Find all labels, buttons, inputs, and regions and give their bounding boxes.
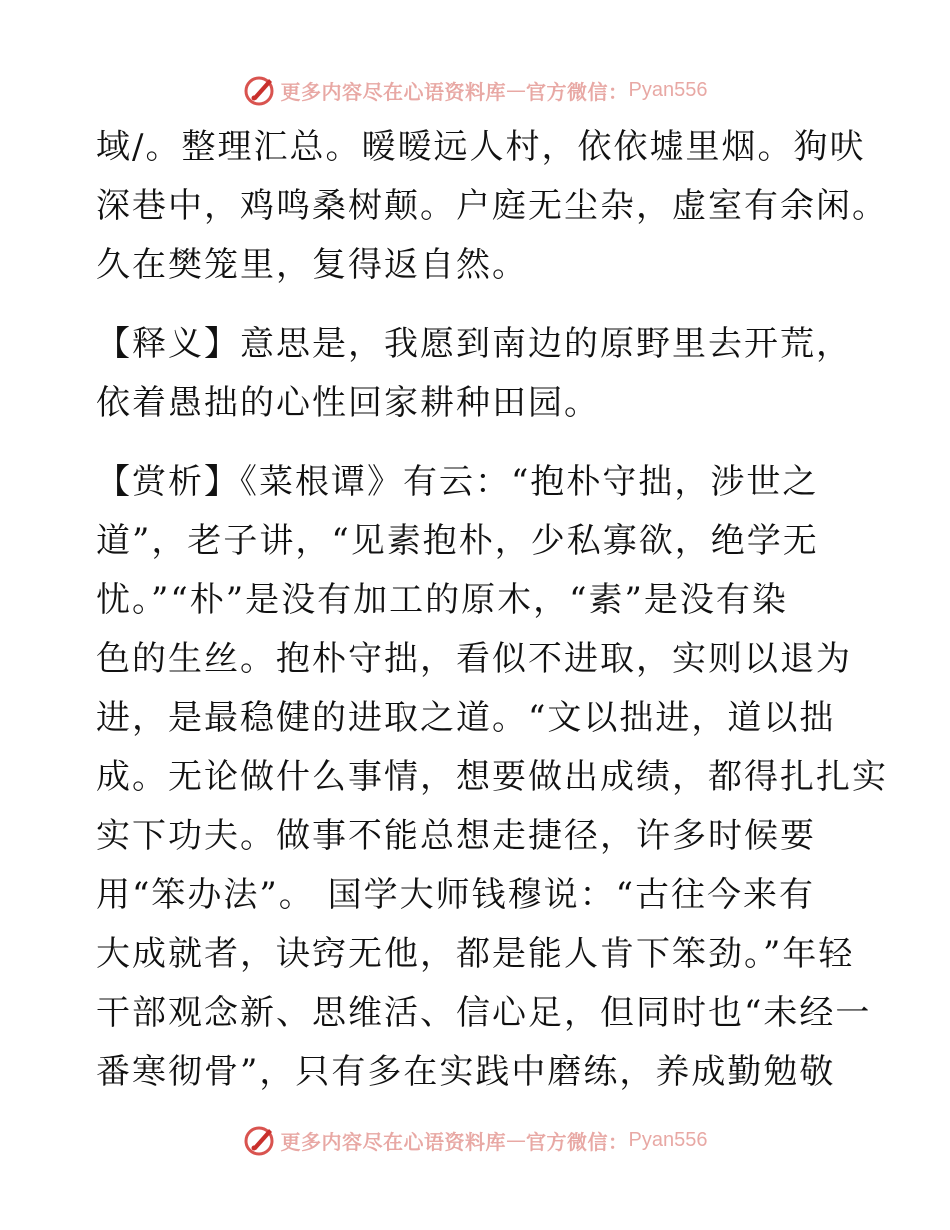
- text-line: 实下功夫。做事不能总想走捷径，许多时候要: [96, 816, 816, 856]
- text-line: 干部观念新、思维活、信心足，但同时也“未经一: [96, 993, 872, 1033]
- paragraph-appreciation: [96, 453, 888, 1102]
- text-line: 大成就者，诀窍无他，都是能人肯下笨劲。”年轻: [96, 934, 855, 974]
- paragraph-poem: [96, 118, 888, 295]
- text-line: 域/。整理汇总。暧暧远人村，依依墟里烟。狗吠: [96, 127, 866, 167]
- text-line: 用“笨办法”。 国学大师钱穆说：“古往今来有: [96, 875, 815, 915]
- banner-separator: —: [506, 1128, 527, 1152]
- text-line: 色的生丝。抱朴守拙，看似不进取，实则以退为: [96, 639, 852, 679]
- text-line: 【释义】意思是，我愿到南边的原野里去开荒，: [96, 324, 852, 364]
- quill-logo-icon: [243, 1123, 277, 1157]
- text-line: 深巷中，鸡鸣桑树颠。户庭无尘杂，虚室有余闲。: [96, 186, 888, 226]
- text-line: 番寒彻骨”，只有多在实践中磨练，养成勤勉敬: [96, 1052, 836, 1092]
- footer-watermark: [0, 1120, 950, 1160]
- text-line: 久在樊笼里，复得返自然。: [96, 245, 528, 285]
- paragraph-interpretation: [96, 315, 856, 433]
- banner-wechat-id: Pyan556: [628, 78, 708, 101]
- banner-contact-text: 官方微信：: [526, 79, 629, 104]
- text-line: 道”，老子讲，“见素抱朴，少私寡欲，绝学无: [96, 521, 819, 561]
- banner-wechat-id: Pyan556: [628, 1128, 708, 1151]
- text-line: 进，是最稳健的进取之道。“文以拙进，道以拙: [96, 698, 836, 738]
- text-line: 成。无论做什么事情，想要做出成绩，都得扎扎实: [96, 757, 888, 797]
- text-line: 忧。”“朴”是没有加工的原木，“素”是没有染: [96, 580, 788, 620]
- banner-site-text: 更多内容尽在心语资料库: [280, 1129, 507, 1154]
- banner-contact-text: 官方微信：: [526, 1129, 629, 1154]
- banner-separator: —: [506, 78, 527, 102]
- text-line: 【赏析】《菜根谭》有云：“抱朴守拙，涉世之: [96, 462, 819, 502]
- banner-site-text: 更多内容尽在心语资料库: [280, 79, 507, 104]
- quill-logo-icon: [243, 73, 277, 107]
- document-body: [96, 118, 888, 1102]
- text-line: 依着愚拙的心性回家耕种田园。: [96, 383, 600, 423]
- header-watermark: [0, 70, 950, 110]
